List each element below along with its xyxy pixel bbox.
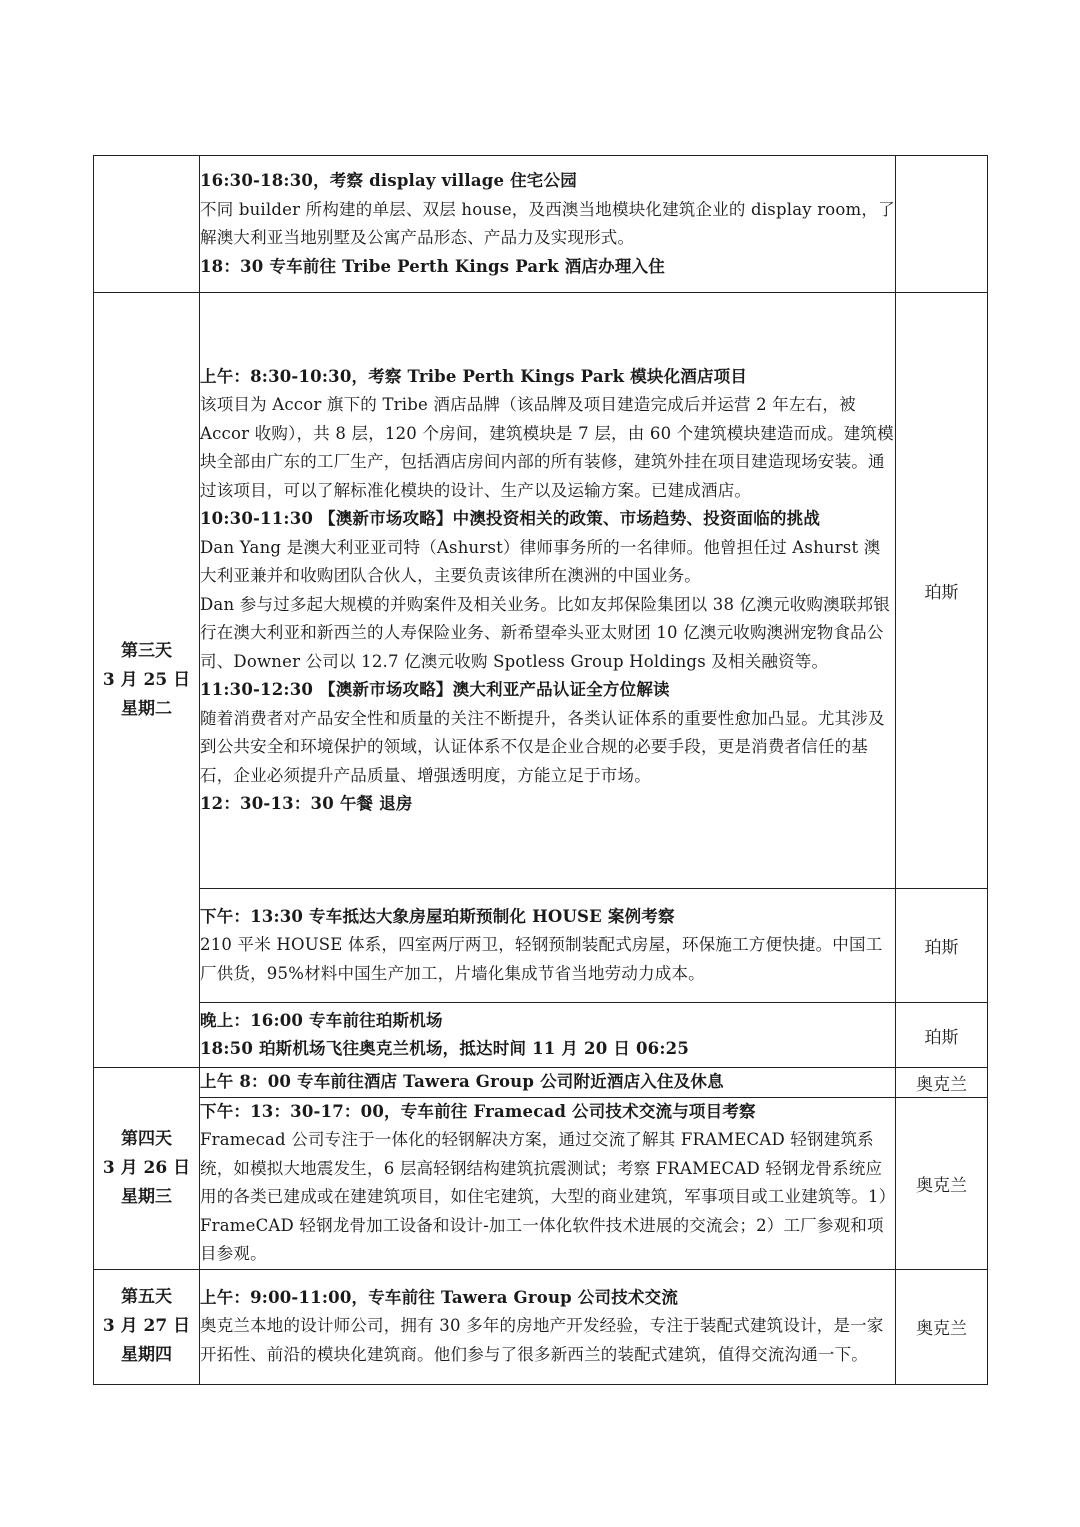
schedule-text: Framecad 公司专注于一体化的轻钢解决方案，通过交流了解其 FRAMECAD 轻钢建筑系统，如模拟大地震发生，6 层高轻钢结构建筑抗震测试；考察 FRAMECAD 轻钢龙骨系统应用的各类已建成或在建建筑项目，如住宅建筑，大型的商业建筑，军事项目或工业建筑等。1）FrameCAD 轻钢龙骨加工设备和设计-加工一体化软件技术进展的交流会；2）工厂参观和项目参观。: [200, 1130, 888, 1263]
schedule-heading: 上午：8:30-10:30，考察 Tribe Perth Kings Park 模块化酒店项目: [200, 366, 748, 386]
schedule-cell: [200, 1068, 896, 1098]
schedule-text: 奥克兰本地的设计师公司，拥有 30 多年的房地产开发经验，专注于装配式建筑设计，是一家开拓性、前沿的模块化建筑商。他们参与了很多新西兰的装配式建筑，值得交流沟通一下。: [200, 1316, 884, 1364]
schedule-text: 不同 builder 所构建的单层、双层 house，及西澳当地模块化建筑企业的 display room，了解澳大利亚当地别墅及公寓产品形态、产品力及实现形式。: [200, 199, 895, 247]
schedule-heading: 11:30-12:30 【澳新市场攻略】澳大利亚产品认证全方位解读: [200, 680, 670, 699]
table-row: [94, 156, 988, 293]
schedule-heading: 18:50 珀斯机场飞往奥克兰机场，抵达时间 11 月 20 日 06:25: [200, 1039, 690, 1058]
day-label-cell: [94, 1068, 200, 1270]
schedule-cell: [200, 1269, 896, 1384]
schedule-cell: [200, 156, 896, 293]
day-weekday: 星期二: [121, 698, 172, 719]
schedule-text: 该项目为 Accor 旗下的 Tribe 酒店品牌（该品牌及项目建造完成后并运营 2 年左右，被 Accor 收购），共 8 层，120 个房间，建筑模块是 7 层，由 60 个建筑模块建造而成。建筑模块全部由广东的工厂生产，包括酒店房间内部的所有装修，建筑外挂在项目建造现场安装。通过该项目，可以了解标准化模块的设计、生产以及运输方案。已建成酒店。: [200, 395, 894, 500]
city-cell: 奥克兰: [896, 1097, 988, 1269]
city-cell: 珀斯: [896, 293, 988, 889]
schedule-text: Dan 参与过多起大规模的并购案件及相关业务。比如友邦保险集团以 38 亿澳元收购澳联邦银行在澳大利亚和新西兰的人寿保险业务、新希望牵头亚太财团 10 亿澳元收购澳洲宠物食品公司、Downer 公司以 12.7 亿澳元收购 Spotless Group Holdings 及相关融资等。: [200, 594, 890, 671]
schedule-heading: 下午：13:30 专车抵达大象房屋珀斯预制化 HOUSE 案例考察: [200, 906, 675, 926]
schedule-heading: 10:30-11:30 【澳新市场攻略】中澳投资相关的政策、市场趋势、投资面临的挑战: [200, 509, 821, 528]
day-date: 3 月 27 日: [102, 1316, 191, 1336]
schedule-cell: [200, 293, 896, 889]
schedule-cell: [200, 1003, 896, 1068]
schedule-heading: 上午：9:00-11:00，专车前往 Tawera Group 公司技术交流: [200, 1287, 679, 1307]
itinerary-table: [93, 155, 988, 1385]
schedule-text: Dan Yang 是澳大利亚亚司特（Ashurst）律师事务所的一名律师。他曾担任过 Ashurst 澳大利亚兼并和收购团队合伙人，主要负责该律所在澳洲的中国业务。: [200, 537, 881, 585]
schedule-heading: 上午 8：00 专车前往酒店 Tawera Group 公司附近酒店入住及休息: [200, 1072, 724, 1091]
day-cell-empty: [94, 156, 200, 293]
table-row: [94, 889, 988, 1003]
day-date: 3 月 26 日: [102, 1157, 191, 1178]
city-cell: 珀斯: [896, 1003, 988, 1068]
table-row: [94, 1003, 988, 1068]
day-weekday: 星期三: [121, 1186, 172, 1207]
city-cell: 奥克兰: [896, 1269, 988, 1384]
day-label-cell: [94, 1269, 200, 1384]
day-number: 第三天: [121, 640, 172, 661]
schedule-heading: 晚上：16:00 专车前往珀斯机场: [200, 1010, 443, 1030]
schedule-heading: 16:30-18:30，考察 display village 住宅公园: [200, 171, 577, 190]
table-row: [94, 1068, 988, 1098]
day-date: 3 月 25 日: [102, 669, 191, 690]
table-row: [94, 1269, 988, 1384]
day-label-cell: [94, 293, 200, 1068]
day-number: 第四天: [121, 1128, 172, 1149]
city-cell: [896, 156, 988, 293]
city-cell: 珀斯: [896, 889, 988, 1003]
schedule-text: 随着消费者对产品安全性和质量的关注不断提升，各类认证体系的重要性愈加凸显。尤其涉及到公共安全和环境保护的领域，认证体系不仅是企业合规的必要手段，更是消费者信任的基石，企业必须提升产品质量、增强透明度，方能立足于市场。: [200, 708, 885, 785]
schedule-cell: [200, 1097, 896, 1269]
schedule-heading: 下午：13：30-17：00，专车前往 Framecad 公司技术交流与项目考察: [200, 1101, 756, 1121]
day-weekday: 星期四: [121, 1345, 172, 1365]
schedule-cell: [200, 889, 896, 1003]
schedule-heading: 12：30-13：30 午餐 退房: [200, 794, 413, 813]
schedule-text: 210 平米 HOUSE 体系，四室两厅两卫，轻钢预制装配式房屋，环保施工方便快捷。中国工厂供货，95%材料中国生产加工，片墙化集成节省当地劳动力成本。: [200, 935, 883, 983]
table-row: [94, 293, 988, 889]
day-number: 第五天: [121, 1287, 172, 1307]
schedule-heading: 18：30 专车前往 Tribe Perth Kings Park 酒店办理入住: [200, 256, 665, 276]
city-cell: 奥克兰: [896, 1068, 988, 1098]
table-row: [94, 1097, 988, 1269]
